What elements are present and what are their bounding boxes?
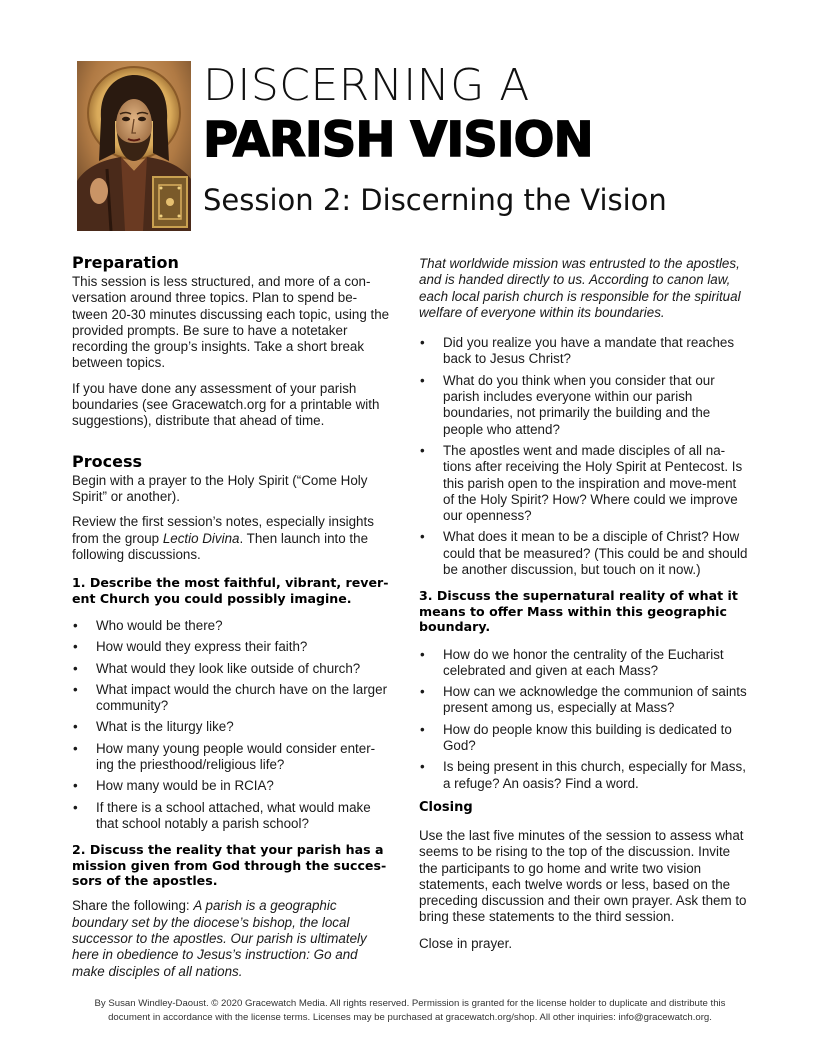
right-column [419,256,749,961]
process-paragraph-2-b: . Then launch into the following discussions. [72,530,369,562]
process-paragraph-2-a: Review the first session’s notes, especially insights from the group [72,514,374,546]
list-item: • What impact would the church have on the larger community? [72,682,390,715]
list-item: • How many would be in RCIA? [72,778,390,794]
title-line-1: DISCERNING A [203,60,530,111]
list-item: • Did you realize you have a mandate that reaches back to Jesus Christ? [419,335,749,368]
process-paragraph-2-italic: Lectio Divina [162,530,240,546]
page-subtitle: Session 2: Discerning the Vision [203,183,667,217]
closing-heading: Closing [419,799,473,815]
list-item: • If there is a school attached, what would make that school notably a parish school? [72,800,390,833]
question-2-heading: 2. Discuss the reality that your parish has a mission given from God through the succes-sors of the apostles. [72,842,387,889]
list-item: • How would they express their faith? [72,639,390,655]
title-line-2: PARISH VISION [203,112,593,168]
list-item: • Is being present in this church, especially for Mass, a refuge? An oasis? Find a word. [419,759,749,792]
title-block [203,60,763,218]
list-item: • How many young people would consider enter-ing the priesthood/religious life? [72,741,390,774]
question-2-share [72,898,390,979]
list-item: • What do you think when you consider that our parish includes everyone within our parish boundaries, not primarily the building and the people who attend? [419,373,749,438]
footer-copyright [60,997,760,1025]
process-paragraph-2 [72,514,390,563]
list-item: • The apostles went and made disciples of all na-tions after receiving the Holy Spirit at Pentecost. Is this parish open to the inspiration and move-ment of the Holy Spirit? How? Where could we improve our openness? [419,443,749,524]
footer-line-2: document in accordance with the license terms. Licenses may be purchased at gracewatch.org/shop. All other inquiries: info@gracewatch.org. [108,1012,712,1023]
closing-paragraph-2: Close in prayer. [419,935,513,951]
list-item: • What would they look like outside of church? [72,661,390,677]
preparation-paragraph-1: This session is less structured, and more of a con-versation around three topics. Plan to spend be-tween 20-30 minutes discussing each topic, using the provided prompts. Be sure to have a notetaker recording the group’s insights. Take a short break between topics. [72,274,390,371]
question-1-list [72,618,390,832]
closing-paragraph-1: Use the last five minutes of the session to assess what seems to be rising to the top of the discussion. Invite the participants to go home and write two vision statements, each twelve words or less, based on the preceding discussion and their own prayer. Ask them to bring these statements to the third session. [419,827,747,925]
list-item: • What is the liturgy like? [72,719,390,735]
footer-line-1: By Susan Windley-Daoust. © 2020 Gracewatch Media. All rights reserved. Permission is granted for the license holder to duplicate and distribute this [94,998,726,1009]
left-column [72,253,390,989]
mission-intro: That worldwide mission was entrusted to the apostles, and is handed directly to us. According to canon law, each local parish church is responsible for the spiritual welfare of everyone within its boundaries. [419,256,741,320]
question-3-list [419,647,749,792]
process-heading: Process [72,451,142,471]
preparation-heading: Preparation [72,253,179,272]
question-2-quote: A parish is a geographic boundary set by the diocese’s bishop, the local successor to the apostles. Our parish is ultimately here in obedience to Jesus’s instruction: Go and make disciples of all nations. [72,898,367,979]
list-item: • How can we acknowledge the communion of saints present among us, especially at Mass? [419,684,749,717]
list-item: • What does it mean to be a disciple of Christ? How could that be measured? (This could be and should be another discussion, but touch on it now.) [419,529,749,578]
christ-pantocrator-icon [77,61,191,231]
preparation-paragraph-2: If you have done any assessment of your parish boundaries (see Gracewatch.org for a printable with suggestions), distribute that ahead of time. [72,380,380,429]
question-3-heading: 3. Discuss the supernatural reality of what it means to offer Mass within this geographic boundary. [419,588,738,635]
question-1-heading: 1. Describe the most faithful, vibrant, rever-ent Church you could possibly imagine. [72,575,389,606]
process-paragraph-1: Begin with a prayer to the Holy Spirit (“Come Holy Spirit” or another). [72,472,368,504]
question-2-list [419,335,749,578]
question-2-lead: Share the following: [72,898,194,914]
list-item: • Who would be there? [72,618,390,634]
list-item: • How do we honor the centrality of the Eucharist celebrated and given at each Mass? [419,647,749,680]
list-item: • How do people know this building is dedicated to God? [419,722,749,755]
